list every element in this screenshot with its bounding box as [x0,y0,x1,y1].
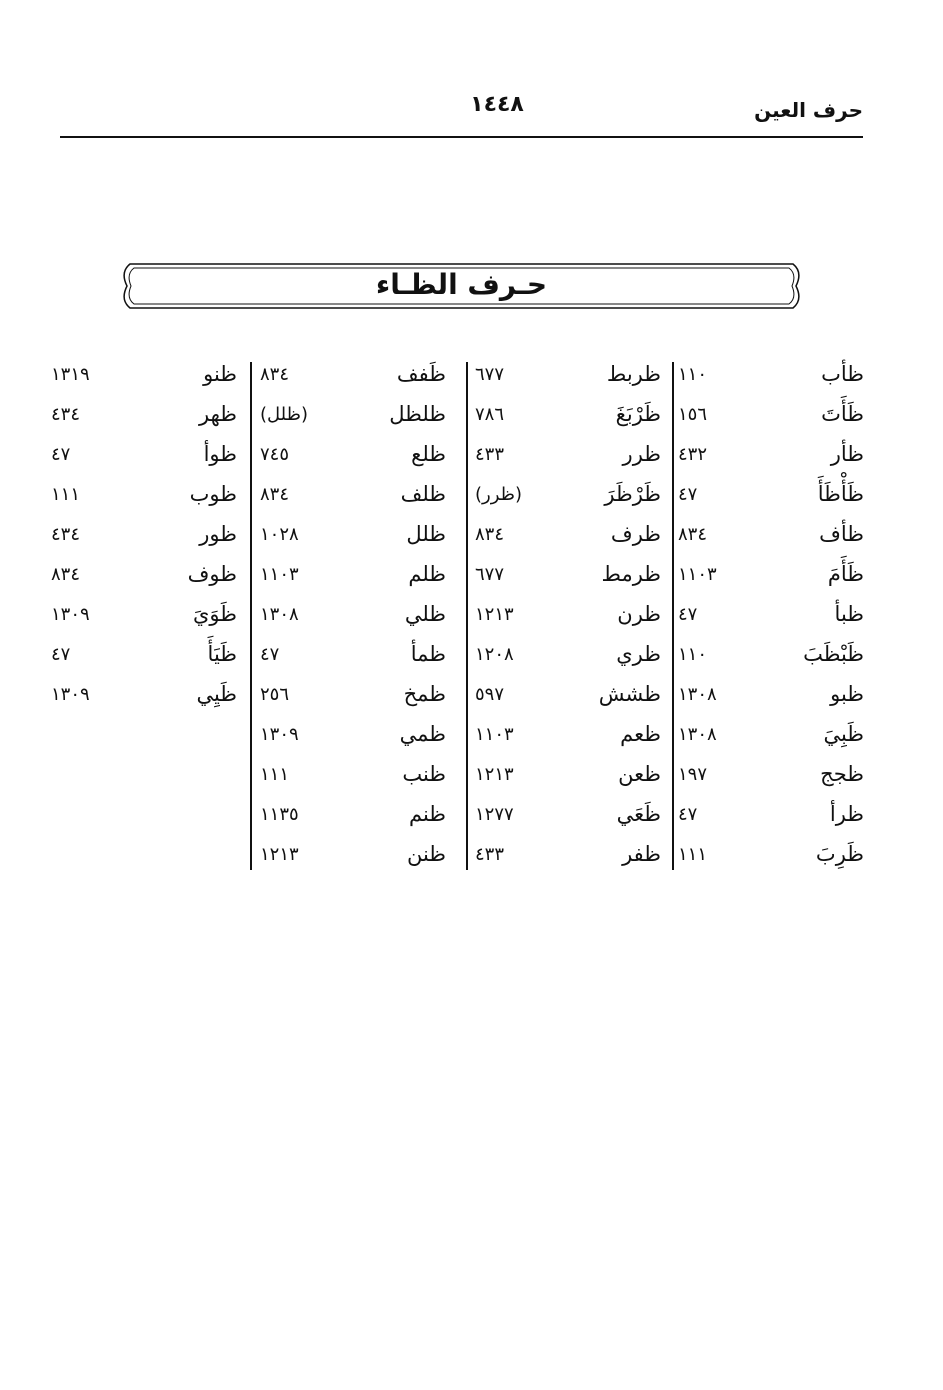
index-entry [252,838,452,878]
entry-page-ref: ١١١ [51,484,81,505]
entry-word: ظرر [622,442,661,466]
index-entry [252,598,452,638]
index-entry [252,678,452,718]
entry-page-ref: (ظلل) [260,404,308,425]
index-entry [467,358,667,398]
section-title: حـرف الظـاء [375,268,548,301]
entry-word: ظرف [610,522,661,546]
entry-word: ظوف [187,562,237,586]
entry-word: ظنن [406,842,446,866]
word-index [51,358,870,878]
index-entry [670,518,870,558]
entry-page-ref: ٦٧٧ [475,564,505,585]
entry-word: ظَيِي [196,682,237,706]
entry-page-ref: ٦٧٧ [475,364,505,385]
entry-word: ظَرْبَغَ [615,402,661,426]
entry-word: ظَيَأَ [207,642,237,666]
entry-page-ref: ١١٠٣ [475,724,514,745]
entry-page-ref: ١٢١٣ [475,764,514,785]
index-entry [670,718,870,758]
entry-word: ظأف [819,522,864,546]
index-entry [467,678,667,718]
index-entry [252,798,452,838]
entry-page-ref: ١٣٠٨ [678,684,717,705]
entry-word: ظمأ [410,642,446,666]
entry-word: ظنو [203,362,237,386]
entry-page-ref: ٨٣٤ [678,524,708,545]
entry-page-ref: ١٣١٩ [51,364,90,385]
entry-word: ظَبِيَ [823,722,864,746]
entry-page-ref: ١١٣٥ [260,804,299,825]
entry-page-ref: ١٣٠٨ [260,604,299,625]
entry-word: ظري [616,642,661,666]
index-column-3 [252,358,452,878]
entry-page-ref: ١٣٠٩ [51,684,90,705]
entry-word: ظمخ [403,682,446,706]
page-number: ١٤٤٨ [470,92,524,117]
entry-page-ref: ٤٣٢ [678,444,708,465]
entry-word: ظفر [622,842,661,866]
index-entry [670,758,870,798]
entry-page-ref: ٨٣٤ [475,524,505,545]
entry-page-ref: ٨٣٤ [260,364,290,385]
entry-word: ظَأَمَ [827,562,864,586]
entry-word: ظَعَي [616,802,661,826]
entry-page-ref: ١٩٧ [678,764,708,785]
entry-page-ref: ٤٧ [260,644,280,665]
entry-word: ظنب [402,762,446,786]
entry-page-ref: ١١٠ [678,644,708,665]
index-column-4 [43,358,243,718]
entry-page-ref: ٤٣٤ [51,524,81,545]
index-entry [43,438,243,478]
index-entry [43,398,243,438]
index-entry [467,798,667,838]
entry-page-ref: ١٢١٣ [475,604,514,625]
column-divider [466,362,468,870]
entry-page-ref: ١٢٠٨ [475,644,514,665]
entry-word: ظعم [620,722,661,746]
entry-word: ظَرِبَ [815,842,864,866]
entry-page-ref: ٨٣٤ [260,484,290,505]
entry-page-ref: ٤٧ [678,604,698,625]
index-entry [467,638,667,678]
entry-word: ظمي [399,722,446,746]
column-divider [672,362,674,870]
entry-word: ظشش [598,682,661,706]
page-header [60,92,863,138]
index-entry [670,398,870,438]
column-divider [250,362,252,870]
index-entry [252,478,452,518]
entry-page-ref: ١٣٠٩ [51,604,90,625]
index-entry [467,438,667,478]
entry-word: ظَوَيَ [193,602,237,626]
index-entry [252,438,452,478]
entry-page-ref: ٤٧ [678,484,698,505]
entry-word: ظربط [606,362,661,386]
index-column-1 [670,358,870,878]
index-entry [670,478,870,518]
entry-word: ظلم [408,562,446,586]
entry-word: ظعن [618,762,661,786]
entry-word: ظلف [400,482,446,506]
index-entry [467,478,667,518]
entry-word: ظهر [199,402,237,426]
entry-word: ظجج [820,762,864,786]
index-entry [43,638,243,678]
index-entry [252,358,452,398]
entry-word: ظأب [821,362,864,386]
entry-word: ظأر [830,442,864,466]
index-entry [670,558,870,598]
index-entry [43,478,243,518]
index-entry [252,398,452,438]
entry-page-ref: ٥٩٧ [475,684,505,705]
entry-page-ref: ١٣٠٨ [678,724,717,745]
entry-word: ظوأ [203,442,237,466]
entry-word: ظوب [189,482,237,506]
entry-page-ref: ١١١ [678,844,708,865]
index-entry [670,358,870,398]
section-title-box [120,262,803,310]
entry-word: ظَفف [396,362,446,386]
entry-word: ظلع [411,442,446,466]
entry-word: ظلي [404,602,446,626]
index-entry [670,678,870,718]
entry-word: ظَرْظَرَ [604,482,661,506]
entry-page-ref: ٨٣٤ [51,564,81,585]
entry-page-ref: (ظرر) [475,484,522,505]
entry-page-ref: ٤٧ [51,644,71,665]
index-entry [467,718,667,758]
index-entry [252,518,452,558]
index-entry [467,838,667,878]
index-entry [252,758,452,798]
index-entry [467,598,667,638]
index-entry [670,598,870,638]
entry-page-ref: ١٢٧٧ [475,804,514,825]
entry-page-ref: ١١٠ [678,364,708,385]
index-entry [467,518,667,558]
entry-word: ظبو [830,682,864,706]
entry-page-ref: ١٣٠٩ [260,724,299,745]
entry-page-ref: ٤٣٣ [475,444,505,465]
entry-page-ref: ١١٠٣ [678,564,717,585]
index-entry [467,758,667,798]
entry-page-ref: ١٥٦ [678,404,708,425]
running-header-section: حرف العين [754,98,863,122]
index-entry [670,838,870,878]
entry-page-ref: ٢٥٦ [260,684,290,705]
entry-word: ظَأْظَأَ [817,482,864,506]
entry-word: ظبأ [834,602,864,626]
entry-word: ظور [199,522,237,546]
entry-page-ref: ٤٧ [678,804,698,825]
index-entry [43,598,243,638]
entry-word: ظلظل [389,402,446,426]
entry-page-ref: ١١٠٣ [260,564,299,585]
entry-page-ref: ٤٣٣ [475,844,505,865]
index-entry [252,718,452,758]
entry-page-ref: ٤٣٤ [51,404,81,425]
entry-page-ref: ٧٨٦ [475,404,505,425]
index-entry [252,638,452,678]
entry-page-ref: ٧٤٥ [260,444,290,465]
index-column-2 [467,358,667,878]
index-entry [670,638,870,678]
entry-word: ظرمط [601,562,661,586]
index-entry [252,558,452,598]
entry-word: ظرن [617,602,661,626]
entry-page-ref: ١١١ [260,764,290,785]
entry-word: ظَأَتَ [821,402,864,426]
index-entry [467,398,667,438]
index-entry [43,358,243,398]
index-entry [43,678,243,718]
index-entry [43,518,243,558]
index-entry [467,558,667,598]
index-entry [670,798,870,838]
entry-word: ظنم [408,802,446,826]
entry-page-ref: ٤٧ [51,444,71,465]
entry-word: ظلل [406,522,446,546]
entry-word: ظَبْظَبَ [803,642,864,666]
index-entry [670,438,870,478]
index-entry [43,558,243,598]
entry-page-ref: ١٢١٣ [260,844,299,865]
entry-word: ظرأ [829,802,864,826]
entry-page-ref: ١٠٢٨ [260,524,299,545]
